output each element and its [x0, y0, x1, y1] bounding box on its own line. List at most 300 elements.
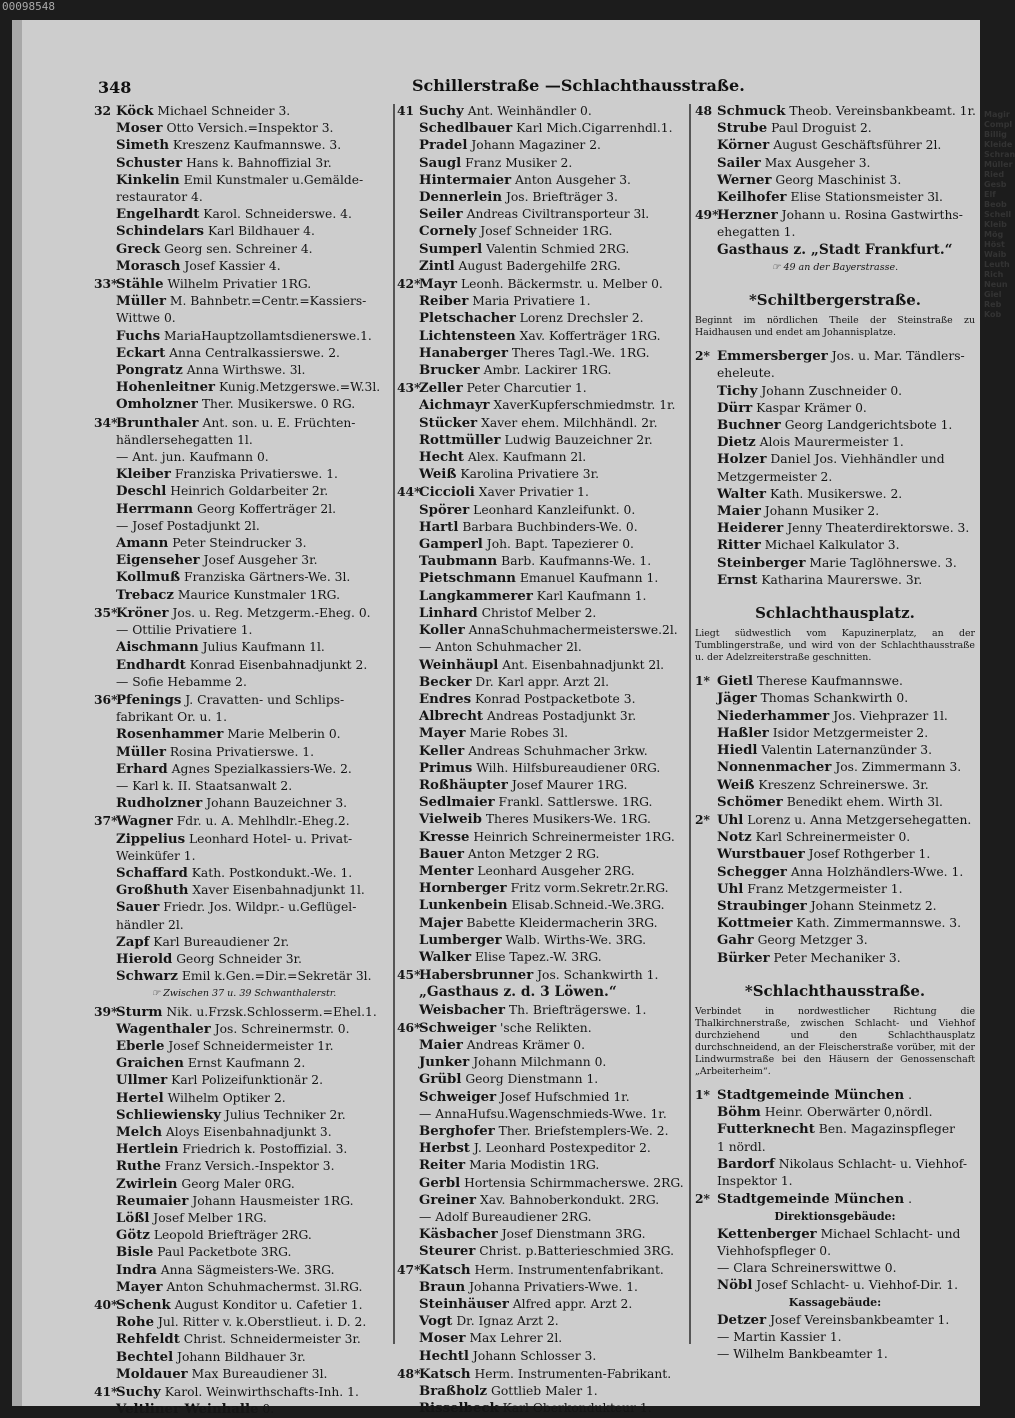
directory-entry	[695, 189, 975, 206]
entry-details: Jul. Ritter v. k.Oberstlieut. i. D. 2.	[157, 1315, 367, 1330]
surname: Hartl	[419, 519, 459, 535]
directory-entry	[397, 897, 689, 914]
surname: Aischmann	[116, 640, 199, 656]
entry-details: Josef Schneider 1RG.	[480, 224, 613, 239]
surname: Gerbl	[419, 1175, 461, 1191]
directory-entry	[695, 537, 975, 554]
house-number: 34*	[94, 414, 118, 430]
entry-continuation: — Ant. jun. Kaufmann 0.	[116, 450, 269, 465]
directory-entry	[397, 449, 689, 466]
surname: Lumberger	[419, 932, 502, 948]
surname: Großhuth	[116, 883, 189, 899]
entry-details: Johann Zuschneider 0.	[761, 383, 903, 398]
directory-entry	[94, 795, 394, 812]
entry-details: Johann Schlosser 3.	[472, 1348, 597, 1363]
directory-entry	[695, 829, 975, 846]
surname: Indra	[116, 1262, 157, 1278]
directory-entry	[94, 328, 394, 345]
directory-entry	[397, 1140, 689, 1157]
surname: Reiter	[419, 1158, 466, 1174]
directory-entry	[397, 345, 689, 362]
surname: Stähle	[116, 277, 164, 293]
entry-details: Paul Packetbote 3RG.	[157, 1245, 292, 1260]
directory-entry	[94, 1366, 394, 1383]
directory-entry	[397, 223, 689, 240]
surname: Zeller	[419, 381, 463, 397]
surname: Reiber	[419, 294, 469, 310]
entry-details: Josef Vereinsbankbeamter 1.	[770, 1312, 950, 1327]
directory-entry	[94, 1072, 394, 1089]
entry-details: Josef Kassier 4.	[184, 258, 281, 273]
surname: Bisle	[116, 1245, 154, 1261]
house-number: 39*	[94, 1003, 118, 1019]
entry-details: Maria Modistin 1RG.	[469, 1158, 600, 1173]
directory-entry	[397, 206, 689, 223]
entry-details: Xaver ehem. Milchhändl. 2r.	[481, 415, 658, 430]
surname: Koller	[419, 623, 465, 639]
house-number: 2*	[695, 348, 710, 364]
directory-entry	[94, 639, 394, 656]
entry-details: Josef Dienstmann 3RG.	[501, 1227, 646, 1242]
entry-details: Michael Schneider 3.	[157, 104, 291, 118]
directory-entry	[397, 932, 689, 949]
surname: Schwarz	[116, 969, 178, 985]
surname: Böhm	[717, 1105, 761, 1121]
directory-entry	[94, 1003, 394, 1021]
entry-details: Andreas Krämer 0.	[466, 1037, 586, 1052]
entry-details: Thomas Schankwirth 0.	[760, 691, 909, 706]
directory-entry	[94, 362, 394, 379]
directory-entry	[94, 1176, 394, 1193]
surname: Moldauer	[116, 1366, 188, 1382]
surname: Omholzner	[116, 397, 198, 413]
directory-entry	[94, 501, 394, 518]
surname: Grübl	[419, 1072, 462, 1088]
directory-entry	[397, 1279, 689, 1296]
surname: Weinhäupl	[419, 657, 499, 673]
entry-continuation: eheleute.	[717, 366, 775, 381]
surname: Vogt	[419, 1314, 453, 1330]
surname: Saugl	[419, 155, 462, 171]
adjacent-page-strip: Magir Compl Billig Kleide Schran Müller Ried Gesb Elf Beob Schell Kleib Mög Höst Waib Leuth Rich Neun Giel Reb Kob	[984, 110, 1015, 319]
entry-details: Ernst Kaufmann 2.	[187, 1056, 306, 1071]
directory-entry	[397, 657, 689, 674]
entry-details: Hans k. Bahnoffizial 3r.	[186, 155, 332, 170]
surname: Straubinger	[717, 898, 807, 914]
directory-entry	[397, 708, 689, 725]
entry-details: Ant. Eisenbahnadjunkt 2l.	[502, 657, 665, 672]
entry-details: Walb. Wirths-We. 3RG.	[505, 932, 647, 947]
directory-entry	[695, 102, 975, 120]
directory-entry	[695, 451, 975, 468]
entry-details: Theres Tagl.-We. 1RG.	[511, 345, 650, 360]
entry-details: Therese Kaufmannswe.	[756, 674, 903, 689]
entry-details: Alois Maurermeister 1.	[759, 435, 904, 450]
directory-entry	[94, 831, 394, 848]
entry-details: Rosina Privatierswe. 1.	[169, 744, 315, 759]
entry-details: Friedrich k. Postoffizial. 3.	[182, 1142, 348, 1157]
directory-entry	[94, 1244, 394, 1261]
entry-details: Emanuel Kaufmann 1.	[519, 571, 659, 586]
entry-details: Johann Magaziner 2.	[471, 138, 601, 153]
directory-entry	[397, 1243, 689, 1260]
entry-continuation: — Josef Postadjunkt 2l.	[116, 518, 260, 533]
directory-entry	[94, 241, 394, 258]
surname: Amann	[116, 536, 169, 552]
surname: Roßhäupter	[419, 777, 508, 793]
surname: Detzer	[717, 1312, 767, 1328]
entry-details: Kreszenz Kaufmannswe. 3.	[172, 138, 342, 153]
entry-details: Georg Maler 0RG.	[181, 1176, 295, 1191]
house-number: 36*	[94, 691, 118, 707]
entry-details: Barb. Kaufmanns-We. 1.	[501, 554, 652, 569]
surname: Schuster	[116, 155, 183, 171]
entry-details: Theres Musikers-We. 1RG.	[485, 812, 651, 827]
entry-details: August Geschäftsführer 2l.	[773, 138, 942, 153]
surname: Weisbacher	[419, 1002, 505, 1018]
directory-entry	[94, 1279, 394, 1296]
surname: Ullmer	[116, 1073, 168, 1089]
directory-entry	[695, 347, 975, 365]
surname: Bauer	[419, 846, 464, 862]
surname: Jäger	[717, 691, 757, 707]
house-number: 41*	[94, 1384, 118, 1400]
surname: Walker	[419, 949, 472, 965]
directory-entry	[695, 1121, 975, 1138]
directory-entry	[695, 846, 975, 863]
entry-details: Max Ausgeher 3.	[764, 155, 871, 170]
directory-entry	[695, 1277, 975, 1294]
directory-entry	[695, 155, 975, 172]
surname: Wagner	[116, 814, 173, 830]
directory-entry	[695, 742, 975, 759]
entry-details: Julius Kaufmann 1l.	[202, 640, 325, 655]
directory-entry	[397, 1089, 689, 1106]
entry-details: Johann Milchmann 0.	[473, 1055, 607, 1070]
entry-continuation: — Karl k. II. Staatsanwalt 2.	[116, 778, 293, 793]
entry-details: .	[908, 1192, 912, 1207]
surname: Pletschacher	[419, 311, 516, 327]
entry-details: Jos. Zimmermann 3.	[835, 760, 962, 775]
page-number: 348	[98, 78, 132, 97]
entry-details: Peter Steindrucker 3.	[172, 536, 307, 551]
directory-entry	[397, 310, 689, 327]
entry-details: Th. Briefträgerswe. 1.	[508, 1002, 647, 1017]
directory-entry	[695, 759, 975, 776]
surname: Braun	[419, 1279, 466, 1295]
directory-entry	[94, 968, 394, 985]
surname: Hintermaier	[419, 172, 512, 188]
directory-entry	[94, 535, 394, 552]
directory-entry	[397, 189, 689, 206]
directory-page	[12, 20, 1015, 1418]
entry-continuation: Viehhofspfleger 0.	[717, 1243, 831, 1258]
surname: Kollmuß	[116, 570, 181, 586]
advertisement-line: „Gasthaus z. d. 3 Löwen.“	[419, 984, 617, 1001]
entry-details: Xaver Privatier 1.	[478, 485, 589, 500]
surname: Reumaier	[116, 1193, 189, 1209]
surname: Lößl	[116, 1211, 150, 1226]
surname: Müller	[116, 744, 166, 760]
directory-entry	[397, 415, 689, 432]
entry-details: Frankl. Sattlerswe. 1RG.	[498, 795, 653, 810]
entry-details: Josef Ausgeher 3r.	[203, 553, 318, 568]
directory-entry	[94, 761, 394, 778]
surname: Endres	[419, 691, 472, 707]
entry-details: Jos. Schankwirth 1.	[537, 968, 659, 983]
directory-entry	[397, 1054, 689, 1071]
surname: Körner	[717, 138, 770, 154]
surname: Schliewiensky	[116, 1107, 221, 1123]
directory-entry	[397, 379, 689, 397]
directory-entry	[397, 1019, 689, 1037]
directory-entry	[397, 483, 689, 501]
entry-details: 0.	[262, 1402, 275, 1417]
surname: Keller	[419, 743, 465, 759]
entry-details: Heinr. Oberwärter 0,nördl.	[764, 1105, 933, 1120]
entry-details: Wilhelm Optiker 2.	[167, 1090, 286, 1105]
entry-details: Leopold Briefträger 2RG.	[153, 1228, 312, 1243]
entry-details: Karl Mich.Cigarrenhdl.1.	[516, 121, 673, 136]
directory-entry	[695, 1312, 975, 1329]
directory-entry	[695, 400, 975, 417]
entry-details: Ant. son. u. E. Früchten-	[202, 415, 356, 430]
entry-details: Anton Ausgeher 3.	[515, 172, 631, 187]
house-number: 41	[397, 103, 415, 118]
house-number: 2*	[695, 1191, 710, 1207]
directory-entry	[397, 1383, 689, 1400]
directory-entry	[397, 1365, 689, 1383]
directory-entry	[695, 486, 975, 503]
entry-details: Anna Holzhändlers-Wwe. 1.	[790, 864, 964, 879]
entry-details: Xaver Eisenbahnadjunkt 1l.	[192, 883, 365, 898]
directory-entry	[94, 1055, 394, 1072]
entry-details: Gottlieb Maler 1.	[491, 1384, 598, 1399]
entry-details: Kath. Postkondukt.-We. 1.	[191, 865, 353, 880]
entry-details: Kaspar Krämer 0.	[756, 400, 867, 415]
directory-entry	[94, 483, 394, 500]
directory-entry	[94, 258, 394, 275]
surname: Schömer	[717, 794, 783, 810]
surname: Bürker	[717, 950, 770, 966]
surname: Haßler	[717, 725, 769, 741]
entry-details: Max Bureaudiener 3l.	[191, 1366, 328, 1381]
surname: Simeth	[116, 138, 169, 154]
surname: Dietz	[717, 435, 756, 451]
entry-details: Kunig.Metzgerswe.=W.3l.	[219, 380, 381, 395]
entry-details: Alex. Kaufmann 2l.	[467, 450, 587, 465]
directory-entry	[94, 587, 394, 604]
page-edge	[12, 20, 22, 1406]
entry-details: M. Bahnbetr.=Centr.=Kassiers-	[169, 294, 367, 309]
surname: Gamperl	[419, 537, 483, 553]
surname: Zwirlein	[116, 1176, 178, 1192]
directory-entry	[695, 1226, 975, 1243]
directory-entry	[397, 241, 689, 258]
surname: Lunkenbein	[419, 898, 508, 914]
surname: Stücker	[419, 415, 478, 431]
surname: Lichtensteen	[419, 328, 516, 344]
directory-entry	[94, 1210, 394, 1227]
directory-entry	[397, 1313, 689, 1330]
entry-continuation: — Martin Kassier 1.	[717, 1329, 842, 1344]
street-description: Verbindet in nordwestlicher Richtung die Thalkirchnerstraße, zwischen Schlacht- und Viehhof durchziehend und den Schlachthausplatz durchschneidend, an der Fleischerstraße vorüber, mit der Lindwurmstraße bei den Häusern der Genossenschaft „Arbeiterheim“.	[695, 1005, 975, 1077]
surname: Mayer	[116, 1279, 163, 1295]
directory-entry	[397, 588, 689, 605]
entry-details: Nik. u.Frzsk.Schlosserm.=Ehel.1.	[166, 1004, 377, 1019]
surname: Suchy	[419, 104, 464, 119]
surname: Pietschmann	[419, 571, 516, 587]
house-number: 47*	[397, 1261, 421, 1277]
surname: Tichy	[717, 383, 758, 399]
entry-details: Elise Tapez.-W. 3RG.	[475, 949, 602, 964]
entry-continuation: Weinküfer 1.	[116, 848, 196, 863]
directory-entry	[695, 932, 975, 949]
directory-entry	[695, 172, 975, 189]
directory-entry	[695, 708, 975, 725]
surname: Endhardt	[116, 657, 186, 673]
directory-entry	[695, 417, 975, 434]
surname: Graichen	[116, 1056, 184, 1072]
surname: Köck	[116, 104, 154, 119]
entry-details: Jos. u. Mar. Tändlers-	[831, 349, 965, 364]
directory-entry	[397, 846, 689, 863]
directory-entry	[94, 604, 394, 622]
entry-continuation: restaurator 4.	[116, 190, 203, 205]
surname: Linhard	[419, 605, 478, 621]
surname: Brunthaler	[116, 415, 199, 431]
surname: Maier	[419, 1037, 463, 1053]
surname: Rehfeldt	[116, 1332, 180, 1348]
entry-continuation: — Adolf Bureaudiener 2RG.	[419, 1210, 592, 1224]
entry-details: Jos. u. Reg. Metzgerm.-Eheg. 0.	[172, 605, 371, 620]
entry-details: Johanna Privatiers-Wwe. 1.	[469, 1279, 638, 1294]
directory-entry	[94, 744, 394, 761]
directory-entry	[397, 570, 689, 587]
directory-entry	[695, 383, 975, 400]
directory-entry	[695, 950, 975, 967]
directory-entry	[397, 622, 689, 639]
entry-details: J. Cravatten- und Schlips-	[185, 692, 345, 707]
entry-details: Georg Landgerichtsbote 1.	[784, 418, 953, 433]
directory-entry	[695, 520, 975, 537]
directory-entry	[397, 328, 689, 345]
directory-entry	[397, 553, 689, 570]
directory-entry	[94, 1349, 394, 1366]
directory-entry	[397, 258, 689, 275]
surname: Gietl	[717, 674, 754, 690]
cross-street-note: ☞ 49 an der Bayerstrasse.	[771, 261, 899, 273]
surname: Berghofer	[419, 1123, 495, 1139]
directory-entry	[695, 898, 975, 915]
directory-entry	[94, 414, 394, 432]
surname: Melch	[116, 1124, 162, 1140]
entry-details: Konrad Eisenbahnadjunkt 2.	[189, 657, 368, 672]
directory-entry	[695, 811, 975, 829]
surname: Sailer	[717, 155, 761, 171]
surname: Nonnenmacher	[717, 760, 832, 776]
directory-entry	[695, 725, 975, 742]
surname: Stadtgemeinde München	[717, 1192, 905, 1208]
entry-details: Aloys Eisenbahnadjunkt 3.	[165, 1124, 332, 1139]
directory-entry	[94, 172, 394, 189]
directory-entry	[397, 829, 689, 846]
directory-entry	[695, 1086, 975, 1104]
surname: Holzer	[717, 452, 767, 468]
surname: Brucker	[419, 363, 480, 379]
entry-details: Josef Schneidermeister 1r.	[168, 1038, 334, 1053]
surname: Dürr	[717, 400, 753, 416]
directory-entry	[397, 1226, 689, 1243]
entry-details: Karl Polizeifunktionär 2.	[171, 1073, 324, 1088]
entry-details: Xav. Kofferträger 1RG.	[519, 328, 661, 343]
surname: Uhl	[717, 812, 744, 828]
directory-entry	[695, 1156, 975, 1173]
entry-details: Georg Maschinist 3.	[775, 172, 902, 187]
entry-details: Karl Kaufmann 1.	[536, 588, 647, 603]
surname: Vielweib	[419, 812, 482, 828]
surname: Taubmann	[419, 554, 498, 570]
entry-details: Babette Kleidermacherin 3RG.	[466, 915, 658, 930]
entry-details: Georg Schneider 3r.	[176, 951, 302, 966]
surname: Hornberger	[419, 881, 507, 897]
entry-continuation: — Anton Schuhmacher 2l.	[419, 640, 582, 655]
directory-entry	[397, 1348, 689, 1365]
entry-details: Otto Versich.=Inspektor 3.	[166, 121, 334, 136]
house-number: 48*	[397, 1365, 421, 1381]
directory-entry	[397, 725, 689, 742]
entry-details: Daniel Jos. Viehhändler und	[770, 452, 945, 467]
entry-details: Dr. Ignaz Arzt 2.	[456, 1314, 559, 1329]
directory-entry	[94, 223, 394, 240]
surname: Hiedl	[717, 743, 758, 759]
entry-details: Karol. Schneiderswe. 4.	[203, 207, 352, 222]
surname: Moser	[419, 1331, 466, 1347]
surname: Gahr	[717, 933, 754, 949]
directory-entry	[397, 120, 689, 137]
directory-entry	[94, 102, 394, 120]
surname: Schedlbauer	[419, 121, 513, 137]
directory-entry	[94, 137, 394, 154]
surname: Primus	[419, 760, 473, 776]
entry-details: Andreas Postadjunkt 3r.	[486, 709, 637, 724]
entry-details: Josef Rothgerber 1.	[808, 847, 931, 862]
directory-entry	[94, 1141, 394, 1158]
surname: Eigenseher	[116, 553, 200, 569]
entry-continuation: Metzgermeister 2.	[717, 469, 833, 484]
directory-entry	[94, 1158, 394, 1175]
entry-details: Ther. Briefstemplers-We. 2.	[498, 1123, 669, 1138]
entry-details: Georg Kofferträger 2l.	[196, 501, 337, 516]
directory-entry	[94, 569, 394, 586]
entry-details: Franz Versich.-Inspektor 3.	[164, 1159, 335, 1174]
entry-details: Ant. Weinhändler 0.	[467, 104, 592, 118]
directory-entry	[94, 934, 394, 951]
directory-entry	[397, 362, 689, 379]
entry-details: Anton Schuhmachermst. 3l.RG.	[166, 1279, 363, 1294]
entry-details: Fdr. u. A. Mehlhdlr.-Eheg.2.	[176, 814, 350, 829]
entry-details: Lorenz Drechsler 2.	[519, 311, 644, 326]
directory-entry	[94, 1038, 394, 1055]
surname: Risselbeck	[419, 1401, 499, 1417]
surname: Hecht	[419, 450, 464, 466]
directory-entry	[397, 880, 689, 897]
surname: Steurer	[419, 1244, 476, 1260]
entry-details: Peter Mechaniker 3.	[773, 950, 901, 965]
entry-details: Johann Bildhauer 3r.	[177, 1349, 306, 1364]
directory-entry	[94, 345, 394, 362]
entry-details: Anna Centralkassierswe. 2.	[169, 345, 340, 360]
